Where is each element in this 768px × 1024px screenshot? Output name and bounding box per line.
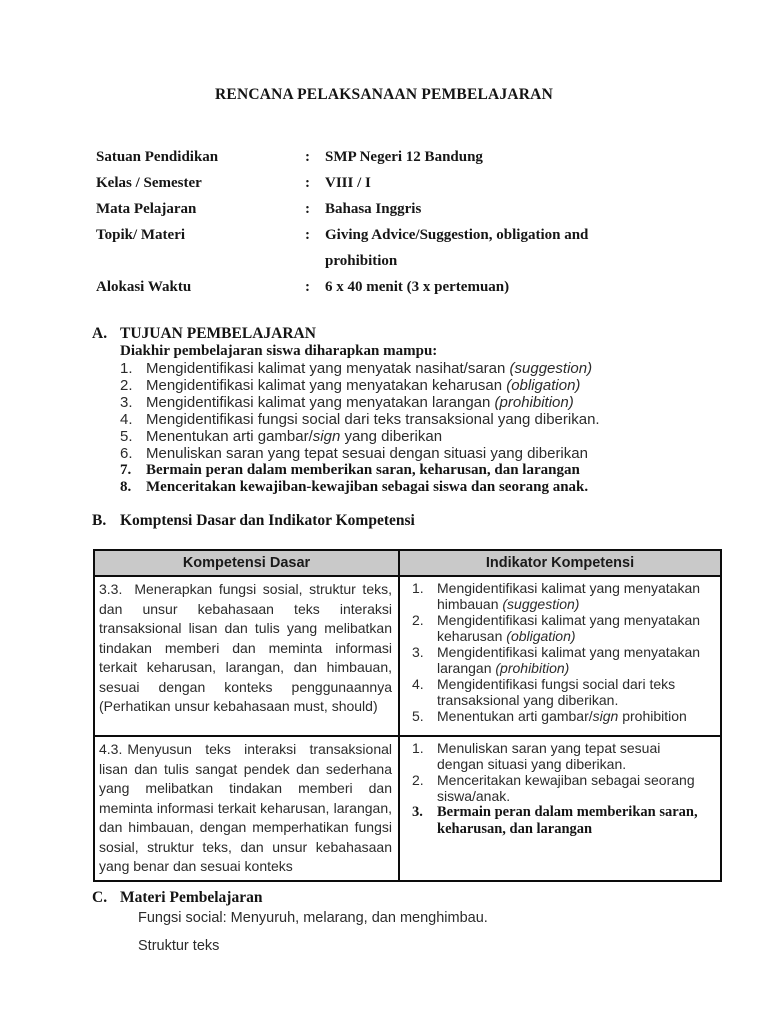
list-item: [412, 708, 716, 724]
meta-row: [96, 222, 768, 274]
meta-value: Bahasa Inggris: [325, 201, 422, 217]
list-item-number: 1.: [412, 740, 424, 756]
kd-cell: [94, 576, 399, 736]
list-item: [120, 394, 768, 411]
list-item-text: Mengidentifikasi kalimat yang menyatak nasihat/saran (suggestion): [146, 360, 593, 377]
section-letter: A.: [92, 325, 108, 342]
list-item: [120, 411, 768, 428]
indicator-list: [412, 580, 716, 724]
meta-label: Topik/ Materi: [96, 227, 186, 243]
list-item-text: Mengidentifikasi kalimat yang menyatakan keharusan (obligation): [146, 377, 581, 394]
meta-row: [96, 170, 768, 196]
section-materi: [92, 889, 768, 955]
kd-text: Menerapkan fungsi sosial, struktur teks, dan unsur kebahasaan teks interaksi transaksional lisan dan tulis yang melibatkan tindakan memberi dan meminta informasi terkait keharusan, larangan, dan himbauan, sesuai dengan konteks penggunaannya (Perhatikan unsur kebahasaan must, should): [99, 581, 392, 714]
section-c-heading: [92, 889, 768, 907]
kd-number: 3.3.: [99, 581, 123, 597]
list-item-text: Menceritakan kewajiban-kewajiban sebagai siswa dan seorang anak.: [146, 479, 589, 495]
list-item-text: Mengidentifikasi kalimat yang menyatakan keharusan (obligation): [437, 612, 701, 644]
meta-label: Satuan Pendidikan: [96, 149, 219, 165]
meta-label: Mata Pelajaran: [96, 201, 197, 217]
list-item: [120, 360, 768, 377]
list-item: [412, 772, 716, 804]
meta-row: [96, 144, 768, 170]
list-item-number: 3.: [120, 394, 133, 411]
list-item: [120, 479, 768, 496]
list-item-text: Mengidentifikasi fungsi social dari teks transaksional yang diberikan.: [437, 676, 676, 708]
indicator-cell: [399, 736, 721, 881]
meta-label: Kelas / Semester: [96, 175, 202, 191]
materi-line-fungsi-social: Fungsi social: Menyuruh, melarang, dan menghimbau.: [138, 909, 488, 926]
meta-row: [96, 196, 768, 222]
meta-value: 6 x 40 menit (3 x pertemuan): [325, 279, 510, 295]
meta-value: SMP Negeri 12 Bandung: [325, 149, 483, 165]
meta-block: [96, 144, 768, 300]
list-item-number: 8.: [120, 479, 132, 495]
section-letter: B.: [92, 512, 107, 529]
list-item-number: 5.: [120, 428, 133, 445]
section-heading-text: TUJUAN PEMBELAJARAN: [120, 325, 316, 342]
section-a-heading: [92, 325, 768, 343]
meta-colon: :: [305, 149, 310, 165]
list-item-text: Mengidentifikasi fungsi social dari teks transaksional yang diberikan.: [146, 411, 600, 428]
list-item-text: Menuliskan saran yang tepat sesuai dengan situasi yang diberikan.: [437, 740, 661, 772]
list-item: [120, 462, 768, 479]
table-header-kompetensi-dasar: Kompetensi Dasar: [94, 550, 399, 576]
list-item: [412, 676, 716, 708]
list-item-text: Mengidentifikasi kalimat yang menyatakan larangan (prohibition): [146, 394, 574, 411]
list-item-text: Bermain peran dalam memberikan saran, keharusan, dan larangan: [146, 462, 580, 478]
list-item-number: 4.: [412, 676, 424, 692]
list-item: [412, 612, 716, 644]
meta-colon: :: [305, 201, 310, 217]
list-item-number: 2.: [120, 377, 133, 394]
list-item-number: 2.: [412, 612, 424, 628]
list-item-number: 6.: [120, 445, 133, 462]
section-heading-text: Komptensi Dasar dan Indikator Kompetensi: [120, 512, 415, 529]
objectives-intro: Diakhir pembelajaran siswa diharapkan mampu:: [120, 343, 438, 359]
list-item-number: 2.: [412, 772, 424, 788]
section-letter: C.: [92, 888, 108, 906]
list-item-number: 5.: [412, 708, 424, 724]
list-item: [412, 644, 716, 676]
indicator-cell: [399, 576, 721, 736]
table-row: [94, 576, 721, 736]
meta-value: VIII / I: [325, 175, 371, 191]
list-item-text: Mengidentifikasi kalimat yang menyatakan larangan (prohibition): [437, 644, 701, 676]
indicator-list: [412, 740, 716, 838]
list-item-text: Menceritakan kewajiban sebagai seorang siswa/anak.: [437, 772, 695, 804]
kd-text: Menyusun teks interaksi transaksional lisan dan tulis sangat pendek dan sederhana yang melibatkan tindakan memberi dan meminta informasi terkait keharusan, larangan, dan himbauan, dengan memperhatikan fungsi sosial, struktur teks, dan unsur kebahasaan yang benar dan sesuai konteks: [99, 741, 392, 874]
objectives-list: [120, 360, 768, 496]
meta-colon: :: [305, 175, 310, 191]
meta-colon: :: [305, 227, 310, 243]
list-item-number: 7.: [120, 462, 132, 478]
list-item: [120, 445, 768, 462]
section-heading-text: Materi Pembelajaran: [120, 888, 263, 906]
list-item-number: 4.: [120, 411, 133, 428]
kd-cell: [94, 736, 399, 881]
list-item: [412, 804, 716, 838]
page-title: RENCANA PELAKSANAAN PEMBELAJARAN: [215, 86, 553, 103]
meta-colon: :: [305, 279, 310, 295]
list-item: [412, 580, 716, 612]
materi-line-struktur-teks: Struktur teks: [138, 937, 220, 954]
kompetensi-table: [93, 549, 722, 882]
table-row: [94, 736, 721, 881]
list-item-number: 1.: [120, 360, 133, 377]
section-kompetensi: [92, 512, 768, 530]
list-item-text: Menentukan arti gambar/sign yang diberikan: [146, 428, 443, 445]
section-tujuan: [92, 325, 768, 496]
meta-label: Alokasi Waktu: [96, 279, 192, 295]
list-item-number: 1.: [412, 580, 424, 596]
meta-row: [96, 274, 768, 300]
section-b-heading: [92, 512, 768, 530]
meta-value: Giving Advice/Suggestion, obligation and prohibition: [325, 227, 589, 269]
list-item-number: 3.: [412, 644, 424, 660]
list-item-text: Mengidentifikasi kalimat yang menyatakan himbauan (suggestion): [437, 580, 701, 612]
list-item-text: Menuliskan saran yang tepat sesuai dengan situasi yang diberikan: [146, 445, 588, 462]
list-item: [412, 740, 716, 772]
list-item: [120, 377, 768, 394]
table-header-indikator: Indikator Kompetensi: [399, 550, 721, 576]
list-item: [120, 428, 768, 445]
list-item-text: Bermain peran dalam memberikan saran, keharusan, dan larangan: [437, 804, 698, 837]
list-item-number: 3.: [412, 804, 423, 820]
list-item-text: Menentukan arti gambar/sign prohibition: [437, 708, 687, 724]
table-header-row: [94, 550, 721, 576]
kd-number: 4.3.: [99, 741, 123, 757]
